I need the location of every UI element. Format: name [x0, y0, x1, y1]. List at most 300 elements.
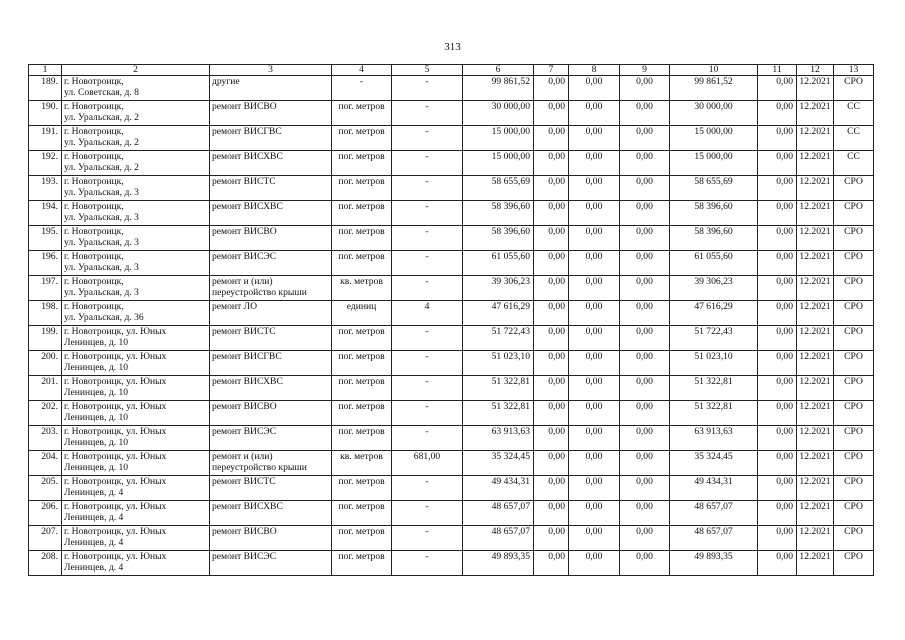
address-line-2: Ленинцев, д. 4: [64, 512, 124, 523]
source-cell: СРО: [834, 226, 874, 251]
work-line-2: переустройство крыши: [212, 287, 307, 298]
table-row: [29, 501, 874, 526]
date-cell: 12.2021: [797, 351, 834, 376]
address-line-1: г. Новотроицк, ул. Юных: [64, 426, 167, 437]
source-cell: СРО: [834, 451, 874, 476]
col8-cell: 0,00: [569, 176, 620, 201]
quantity-cell: -: [392, 126, 463, 151]
work-line-1: ремонт ВИСЭС: [212, 251, 277, 262]
row-number-cell: 191.: [29, 126, 62, 151]
row-number-cell: 203.: [29, 426, 62, 451]
source-cell: СС: [834, 101, 874, 126]
col8-cell: 0,00: [569, 201, 620, 226]
col10-cell: 48 657,07: [670, 526, 758, 551]
work-type-cell: [210, 326, 332, 351]
table-row: [29, 301, 874, 326]
date-cell: 12.2021: [797, 426, 834, 451]
col11-cell: 0,00: [758, 76, 797, 101]
address-cell: [62, 476, 210, 501]
unit-cell: пог. метров: [332, 476, 392, 501]
address-cell: [62, 226, 210, 251]
col8-cell: 0,00: [569, 251, 620, 276]
col9-cell: 0,00: [620, 76, 670, 101]
col10-cell: 49 893,35: [670, 551, 758, 576]
table-row: [29, 76, 874, 101]
address-line-1: г. Новотроицк,: [64, 176, 124, 187]
work-type-cell: [210, 201, 332, 226]
unit-cell: пог. метров: [332, 426, 392, 451]
date-cell: 12.2021: [797, 501, 834, 526]
work-line-1: ремонт ЛО: [212, 301, 258, 312]
date-cell: 12.2021: [797, 301, 834, 326]
table-row: [29, 326, 874, 351]
address-cell: [62, 176, 210, 201]
unit-cell: пог. метров: [332, 551, 392, 576]
unit-cell: пог. метров: [332, 151, 392, 176]
col6-cell: 51 722,43: [463, 326, 534, 351]
col7-cell: 0,00: [534, 76, 569, 101]
date-cell: 12.2021: [797, 101, 834, 126]
quantity-cell: -: [392, 276, 463, 301]
address-cell: [62, 201, 210, 226]
col10-cell: 48 657,07: [670, 501, 758, 526]
address-cell: [62, 501, 210, 526]
address-cell: [62, 376, 210, 401]
source-cell: СРО: [834, 76, 874, 101]
col11-cell: 0,00: [758, 301, 797, 326]
quantity-cell: 4: [392, 301, 463, 326]
col8-cell: 0,00: [569, 426, 620, 451]
work-type-cell: [210, 276, 332, 301]
col9-cell: 0,00: [620, 301, 670, 326]
address-line-1: г. Новотроицк, ул. Юных: [64, 501, 167, 512]
table-row: [29, 476, 874, 501]
col11-cell: 0,00: [758, 401, 797, 426]
col8-cell: 0,00: [569, 126, 620, 151]
col8-cell: 0,00: [569, 376, 620, 401]
address-line-2: ул. Уральская, д. 3: [64, 237, 139, 248]
table-row: [29, 526, 874, 551]
header-cell: 13: [834, 65, 874, 76]
col7-cell: 0,00: [534, 326, 569, 351]
unit-cell: пог. метров: [332, 226, 392, 251]
table-row: [29, 351, 874, 376]
work-line-1: ремонт ВИСЭС: [212, 426, 277, 437]
header-cell: 9: [620, 65, 670, 76]
row-number-cell: 208.: [29, 551, 62, 576]
col8-cell: 0,00: [569, 76, 620, 101]
col6-cell: 39 306,23: [463, 276, 534, 301]
address-line-2: ул. Уральская, д. 2: [64, 162, 139, 173]
address-line-1: г. Новотроицк,: [64, 201, 124, 212]
work-line-1: ремонт ВИСХВС: [212, 151, 283, 162]
address-cell: [62, 101, 210, 126]
col6-cell: 63 913,63: [463, 426, 534, 451]
col6-cell: 15 000,00: [463, 126, 534, 151]
address-cell: [62, 426, 210, 451]
row-number-cell: 205.: [29, 476, 62, 501]
address-line-2: ул. Уральская, д. 3: [64, 287, 139, 298]
col11-cell: 0,00: [758, 226, 797, 251]
address-line-1: г. Новотроицк, ул. Юных: [64, 376, 167, 387]
address-line-1: г. Новотроицк, ул. Юных: [64, 351, 167, 362]
source-cell: СРО: [834, 276, 874, 301]
col9-cell: 0,00: [620, 326, 670, 351]
date-cell: 12.2021: [797, 376, 834, 401]
col8-cell: 0,00: [569, 326, 620, 351]
address-line-2: ул. Уральская, д. 3: [64, 212, 139, 223]
address-line-2: Ленинцев, д. 4: [64, 537, 124, 548]
header-row: [29, 65, 874, 76]
unit-cell: пог. метров: [332, 501, 392, 526]
address-line-2: ул. Уральская, д. 3: [64, 262, 139, 273]
row-number-cell: 204.: [29, 451, 62, 476]
source-cell: СРО: [834, 201, 874, 226]
work-type-cell: [210, 426, 332, 451]
source-cell: СРО: [834, 476, 874, 501]
work-type-cell: [210, 226, 332, 251]
row-number-cell: 198.: [29, 301, 62, 326]
date-cell: 12.2021: [797, 76, 834, 101]
col7-cell: 0,00: [534, 176, 569, 201]
col10-cell: 51 322,81: [670, 376, 758, 401]
work-line-1: ремонт ВИСЭС: [212, 551, 277, 562]
col8-cell: 0,00: [569, 526, 620, 551]
row-number-cell: 197.: [29, 276, 62, 301]
col7-cell: 0,00: [534, 126, 569, 151]
col10-cell: 39 306,23: [670, 276, 758, 301]
date-cell: 12.2021: [797, 276, 834, 301]
col9-cell: 0,00: [620, 376, 670, 401]
quantity-cell: -: [392, 401, 463, 426]
work-line-1: другие: [212, 76, 240, 87]
address-line-1: г. Новотроицк,: [64, 101, 124, 112]
col8-cell: 0,00: [569, 101, 620, 126]
col10-cell: 49 434,31: [670, 476, 758, 501]
col6-cell: 30 000,00: [463, 101, 534, 126]
source-cell: СРО: [834, 301, 874, 326]
col8-cell: 0,00: [569, 501, 620, 526]
col8-cell: 0,00: [569, 151, 620, 176]
col9-cell: 0,00: [620, 151, 670, 176]
col6-cell: 48 657,07: [463, 526, 534, 551]
quantity-cell: -: [392, 551, 463, 576]
work-type-cell: [210, 526, 332, 551]
source-cell: СРО: [834, 426, 874, 451]
unit-cell: пог. метров: [332, 251, 392, 276]
col7-cell: 0,00: [534, 426, 569, 451]
col10-cell: 30 000,00: [670, 101, 758, 126]
header-cell: 6: [463, 65, 534, 76]
col7-cell: 0,00: [534, 151, 569, 176]
address-line-1: г. Новотроицк, ул. Юных: [64, 551, 167, 562]
quantity-cell: -: [392, 501, 463, 526]
work-line-2: переустройство крыши: [212, 462, 307, 473]
address-line-1: г. Новотроицк,: [64, 301, 124, 312]
unit-cell: пог. метров: [332, 376, 392, 401]
address-line-1: г. Новотроицк, ул. Юных: [64, 451, 167, 462]
address-cell: [62, 401, 210, 426]
col9-cell: 0,00: [620, 276, 670, 301]
col10-cell: 15 000,00: [670, 126, 758, 151]
table-row: [29, 276, 874, 301]
header-cell: 12: [797, 65, 834, 76]
row-number-cell: 193.: [29, 176, 62, 201]
quantity-cell: -: [392, 101, 463, 126]
date-cell: 12.2021: [797, 176, 834, 201]
work-type-cell: [210, 401, 332, 426]
address-line-2: Ленинцев, д. 10: [64, 387, 129, 398]
table-row: [29, 126, 874, 151]
address-cell: [62, 276, 210, 301]
col7-cell: 0,00: [534, 451, 569, 476]
address-line-1: г. Новотроицк,: [64, 226, 124, 237]
address-line-2: ул. Уральская, д. 3: [64, 187, 139, 198]
address-line-1: г. Новотроицк,: [64, 251, 124, 262]
header-cell: 2: [62, 65, 210, 76]
address-line-2: ул. Уральская, д. 2: [64, 112, 139, 123]
work-line-1: ремонт и (или): [212, 451, 273, 462]
address-line-2: ул. Уральская, д. 2: [64, 137, 139, 148]
work-line-1: ремонт ВИСГВС: [212, 351, 282, 362]
work-line-1: ремонт ВИСХВС: [212, 376, 283, 387]
col11-cell: 0,00: [758, 376, 797, 401]
address-line-1: г. Новотроицк, ул. Юных: [64, 326, 167, 337]
table-row: [29, 251, 874, 276]
col7-cell: 0,00: [534, 301, 569, 326]
address-line-1: г. Новотроицк, ул. Юных: [64, 401, 167, 412]
table-row: [29, 401, 874, 426]
col11-cell: 0,00: [758, 426, 797, 451]
table-body: [29, 76, 874, 576]
work-type-cell: [210, 476, 332, 501]
row-number-cell: 189.: [29, 76, 62, 101]
col8-cell: 0,00: [569, 451, 620, 476]
source-cell: СРО: [834, 526, 874, 551]
col10-cell: 99 861,52: [670, 76, 758, 101]
address-cell: [62, 126, 210, 151]
address-line-2: Ленинцев, д. 10: [64, 412, 129, 423]
col7-cell: 0,00: [534, 376, 569, 401]
table-row: [29, 226, 874, 251]
quantity-cell: -: [392, 226, 463, 251]
header-cell: 10: [670, 65, 758, 76]
row-number-cell: 207.: [29, 526, 62, 551]
unit-cell: пог. метров: [332, 326, 392, 351]
col9-cell: 0,00: [620, 351, 670, 376]
col10-cell: 51 023,10: [670, 351, 758, 376]
table-row: [29, 451, 874, 476]
date-cell: 12.2021: [797, 526, 834, 551]
row-number-cell: 196.: [29, 251, 62, 276]
col11-cell: 0,00: [758, 276, 797, 301]
work-line-1: ремонт ВИСТС: [212, 176, 276, 187]
col9-cell: 0,00: [620, 226, 670, 251]
unit-cell: пог. метров: [332, 126, 392, 151]
work-type-cell: [210, 76, 332, 101]
unit-cell: единиц: [332, 301, 392, 326]
col7-cell: 0,00: [534, 526, 569, 551]
col11-cell: 0,00: [758, 501, 797, 526]
table-row: [29, 551, 874, 576]
col9-cell: 0,00: [620, 251, 670, 276]
col7-cell: 0,00: [534, 351, 569, 376]
col10-cell: 58 396,60: [670, 226, 758, 251]
date-cell: 12.2021: [797, 151, 834, 176]
header-cell: 8: [569, 65, 620, 76]
address-cell: [62, 526, 210, 551]
date-cell: 12.2021: [797, 201, 834, 226]
quantity-cell: -: [392, 376, 463, 401]
col11-cell: 0,00: [758, 326, 797, 351]
quantity-cell: -: [392, 251, 463, 276]
date-cell: 12.2021: [797, 401, 834, 426]
unit-cell: пог. метров: [332, 401, 392, 426]
address-line-2: Ленинцев, д. 10: [64, 462, 129, 473]
col9-cell: 0,00: [620, 476, 670, 501]
col10-cell: 51 322,81: [670, 401, 758, 426]
table-row: [29, 426, 874, 451]
col8-cell: 0,00: [569, 551, 620, 576]
source-cell: СРО: [834, 551, 874, 576]
address-line-2: ул. Уральская, д. 36: [64, 312, 144, 323]
header-cell: 1: [29, 65, 62, 76]
col10-cell: 35 324,45: [670, 451, 758, 476]
col8-cell: 0,00: [569, 351, 620, 376]
row-number-cell: 192.: [29, 151, 62, 176]
header-cell: 11: [758, 65, 797, 76]
row-number-cell: 200.: [29, 351, 62, 376]
quantity-cell: -: [392, 426, 463, 451]
unit-cell: кв. метров: [332, 451, 392, 476]
quantity-cell: -: [392, 76, 463, 101]
date-cell: 12.2021: [797, 551, 834, 576]
col7-cell: 0,00: [534, 201, 569, 226]
date-cell: 12.2021: [797, 226, 834, 251]
col6-cell: 51 322,81: [463, 376, 534, 401]
col9-cell: 0,00: [620, 501, 670, 526]
col7-cell: 0,00: [534, 226, 569, 251]
unit-cell: пог. метров: [332, 526, 392, 551]
col6-cell: 49 893,35: [463, 551, 534, 576]
col7-cell: 0,00: [534, 101, 569, 126]
quantity-cell: -: [392, 201, 463, 226]
col9-cell: 0,00: [620, 101, 670, 126]
address-cell: [62, 301, 210, 326]
address-line-2: Ленинцев, д. 10: [64, 437, 129, 448]
address-cell: [62, 551, 210, 576]
work-line-1: ремонт ВИСТС: [212, 476, 276, 487]
col11-cell: 0,00: [758, 526, 797, 551]
work-type-cell: [210, 351, 332, 376]
unit-cell: пог. метров: [332, 351, 392, 376]
col6-cell: 15 000,00: [463, 151, 534, 176]
address-line-1: г. Новотроицк, ул. Юных: [64, 526, 167, 537]
quantity-cell: 681,00: [392, 451, 463, 476]
source-cell: СРО: [834, 501, 874, 526]
work-line-1: ремонт ВИСТС: [212, 326, 276, 337]
address-line-2: Ленинцев, д. 10: [64, 362, 129, 373]
header-cell: 5: [392, 65, 463, 76]
col7-cell: 0,00: [534, 501, 569, 526]
col11-cell: 0,00: [758, 201, 797, 226]
col10-cell: 47 616,29: [670, 301, 758, 326]
col8-cell: 0,00: [569, 401, 620, 426]
col9-cell: 0,00: [620, 451, 670, 476]
page-number: 313: [444, 41, 461, 53]
work-line-1: ремонт ВИСВО: [212, 101, 277, 112]
quantity-cell: -: [392, 326, 463, 351]
work-line-1: ремонт ВИСВО: [212, 526, 277, 537]
source-cell: СС: [834, 151, 874, 176]
header-cell: 7: [534, 65, 569, 76]
unit-cell: кв. метров: [332, 276, 392, 301]
col8-cell: 0,00: [569, 301, 620, 326]
col9-cell: 0,00: [620, 201, 670, 226]
col6-cell: 58 396,60: [463, 201, 534, 226]
row-number-cell: 195.: [29, 226, 62, 251]
col9-cell: 0,00: [620, 126, 670, 151]
work-line-1: ремонт ВИСВО: [212, 401, 277, 412]
address-line-2: Ленинцев, д. 4: [64, 487, 124, 498]
work-type-cell: [210, 551, 332, 576]
col11-cell: 0,00: [758, 101, 797, 126]
header-cell: 3: [210, 65, 332, 76]
col9-cell: 0,00: [620, 426, 670, 451]
table-row: [29, 101, 874, 126]
unit-cell: пог. метров: [332, 201, 392, 226]
address-line-1: г. Новотроицк,: [64, 126, 124, 137]
col6-cell: 51 322,81: [463, 401, 534, 426]
col9-cell: 0,00: [620, 526, 670, 551]
work-type-cell: [210, 251, 332, 276]
work-type-cell: [210, 301, 332, 326]
col11-cell: 0,00: [758, 151, 797, 176]
col6-cell: 48 657,07: [463, 501, 534, 526]
col6-cell: 49 434,31: [463, 476, 534, 501]
unit-cell: -: [332, 76, 392, 101]
col7-cell: 0,00: [534, 276, 569, 301]
col7-cell: 0,00: [534, 401, 569, 426]
quantity-cell: -: [392, 476, 463, 501]
date-cell: 12.2021: [797, 326, 834, 351]
address-line-2: ул. Советская, д. 8: [64, 87, 139, 98]
work-type-cell: [210, 176, 332, 201]
unit-cell: пог. метров: [332, 176, 392, 201]
col11-cell: 0,00: [758, 476, 797, 501]
address-line-2: Ленинцев, д. 10: [64, 337, 129, 348]
quantity-cell: -: [392, 176, 463, 201]
col11-cell: 0,00: [758, 351, 797, 376]
work-line-1: ремонт ВИСХВС: [212, 201, 283, 212]
work-type-cell: [210, 501, 332, 526]
table-row: [29, 201, 874, 226]
source-cell: СРО: [834, 351, 874, 376]
work-type-cell: [210, 376, 332, 401]
row-number-cell: 194.: [29, 201, 62, 226]
col11-cell: 0,00: [758, 451, 797, 476]
col6-cell: 58 655,69: [463, 176, 534, 201]
source-cell: СРО: [834, 401, 874, 426]
col10-cell: 58 396,60: [670, 201, 758, 226]
col8-cell: 0,00: [569, 276, 620, 301]
col9-cell: 0,00: [620, 401, 670, 426]
col10-cell: 63 913,63: [670, 426, 758, 451]
address-cell: [62, 351, 210, 376]
col11-cell: 0,00: [758, 551, 797, 576]
col8-cell: 0,00: [569, 226, 620, 251]
unit-cell: пог. метров: [332, 101, 392, 126]
